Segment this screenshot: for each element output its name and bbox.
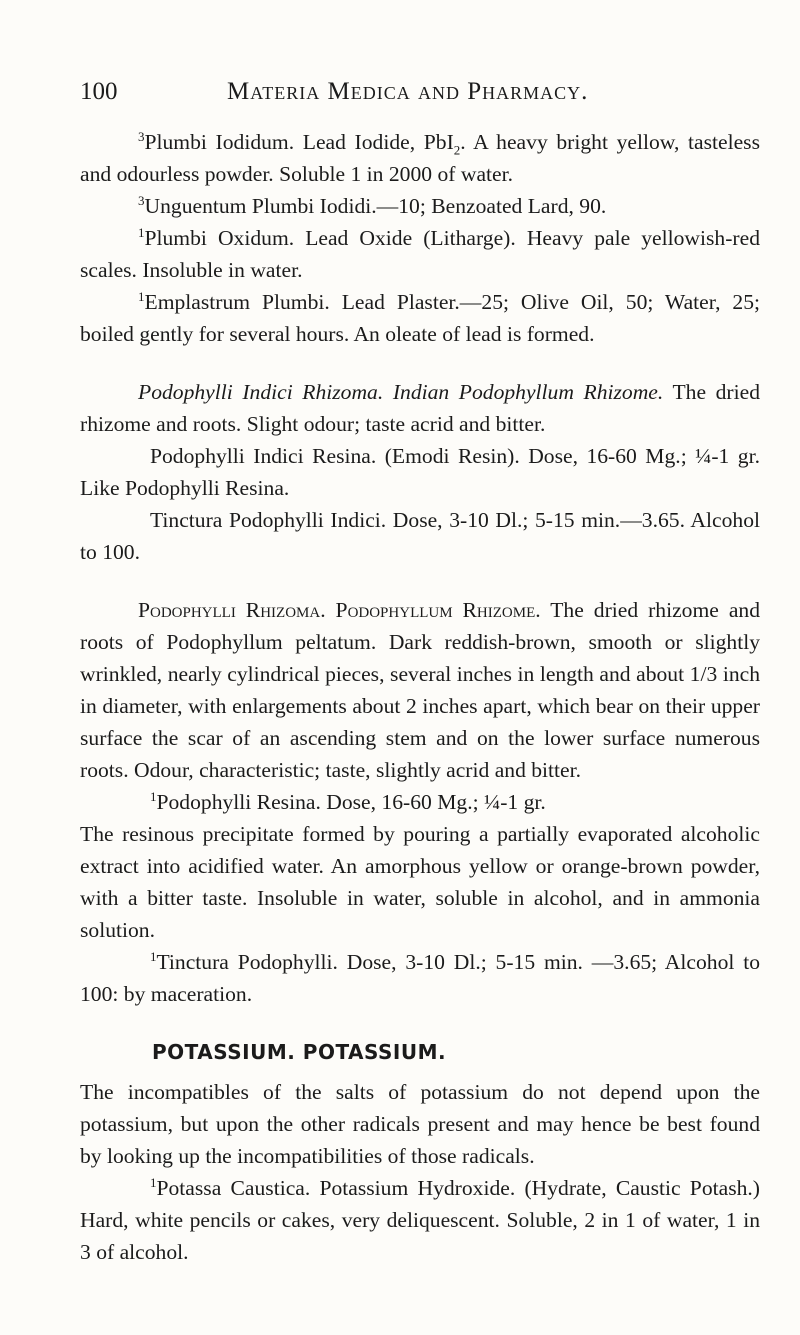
section-text: The incompatibles of the salts of potassium do not depend upon the potassium, but upon the other radicals present and may hence be best found by looking up the incompatibilities of those radicals. (80, 1080, 760, 1168)
entry-plumbi-oxidum (80, 222, 760, 286)
entry-potassa-caustica (80, 1172, 760, 1268)
entry-tinctura-podo (80, 946, 760, 1010)
subscript: 2 (453, 142, 461, 158)
entry-podo-resina-description (80, 818, 760, 946)
footnote-mark: 1 (150, 948, 157, 964)
entry-text: Tinctura Podophylli Indici. Dose, 3-10 Dl.; 5-15 min.—3.65. Alcohol to 100. (80, 508, 760, 564)
footnote-mark: 1 (150, 788, 157, 804)
running-title: Materia Medica and Pharmacy. (227, 78, 589, 105)
footnote-mark: 3 (138, 192, 145, 208)
entry-podo-indici-tinctura (80, 504, 760, 568)
entry-text: Potassa Caustica. Potassium Hydroxide. (Hydrate, Caustic Potash.) Hard, white pencils or cakes, very deliquescent. Soluble, 2 in 1 of water, 1 in 3 of alcohol. (80, 1176, 760, 1264)
entry-text: . A heavy bright yellow, tasteless and odourless powder. Soluble 1 in 2000 of water. (80, 130, 760, 186)
entry-text: Podophylli Indici Resina. (Emodi Resin). Dose, 16-60 Mg.; ¼-1 gr. Like Podophylli Resina. (80, 444, 760, 500)
section-podophylli-indici (80, 376, 760, 440)
entry-plumbi-iodidum (80, 126, 760, 190)
entry-text: Plumbi Iodidum. Lead Iodide, PbI (144, 130, 454, 154)
entry-emplastrum (80, 286, 760, 350)
entry-text: Unguentum Plumbi Iodidi.—10; Benzoated Lard, 90. (144, 194, 607, 218)
entry-podo-resina (80, 786, 760, 818)
entry-text: The resinous precipitate formed by pouring a partially evaporated alcoholic extract into acidified water. An amorphous yellow or orange-brown powder, with a bitter taste. Insoluble in water, soluble in alcohol, and in ammonia solution. (80, 822, 760, 942)
entry-podo-indici-resina (80, 440, 760, 504)
footnote-mark: 1 (138, 288, 145, 304)
footnote-mark: 3 (138, 128, 145, 144)
potassium-intro (80, 1076, 760, 1172)
section-heading-potassium: POTASSIUM. POTASSIUM. (152, 1040, 447, 1064)
footnote-mark: 1 (150, 1174, 157, 1190)
entry-text: Podophylli Resina. Dose, 16-60 Mg.; ¼-1 gr. (156, 790, 546, 814)
section-text: The dried rhizome and roots of Podophyllum peltatum. Dark reddish-brown, smooth or slightly wrinkled, nearly cylindrical pieces, several inches in length and about 1/3 inch in diameter, with enlargements about 2 inches apart, which bear on their upper surface the scar of an ascending stem and on the lower surface numerous roots. Odour, characteristic; taste, slightly acrid and bitter. (80, 598, 760, 782)
page-number: 100 (80, 78, 118, 105)
section-title: Podophylli Rhizoma. Podophyllum Rhizome. (138, 598, 541, 622)
entry-text: Emplastrum Plumbi. Lead Plaster.—25; Olive Oil, 50; Water, 25; boiled gently for several hours. An oleate of lead is formed. (80, 290, 760, 346)
entry-text: Tinctura Podophylli. Dose, 3-10 Dl.; 5-15 min. —3.65; Alcohol to 100: by maceration. (80, 950, 760, 1006)
section-text: The dried rhizome and roots. Slight odour; taste acrid and bitter. (80, 380, 760, 436)
section-podophylli-rhizoma (80, 594, 760, 786)
entry-text: Plumbi Oxidum. Lead Oxide (Litharge). Heavy pale yellowish-red scales. Insoluble in water. (80, 226, 760, 282)
page-body (80, 126, 760, 1268)
footnote-mark: 1 (138, 224, 145, 240)
section-title: Podophylli Indici Rhizoma. Indian Podophyllum Rhizome. (138, 380, 664, 404)
entry-unguentum (80, 190, 760, 222)
page-header (80, 78, 760, 114)
